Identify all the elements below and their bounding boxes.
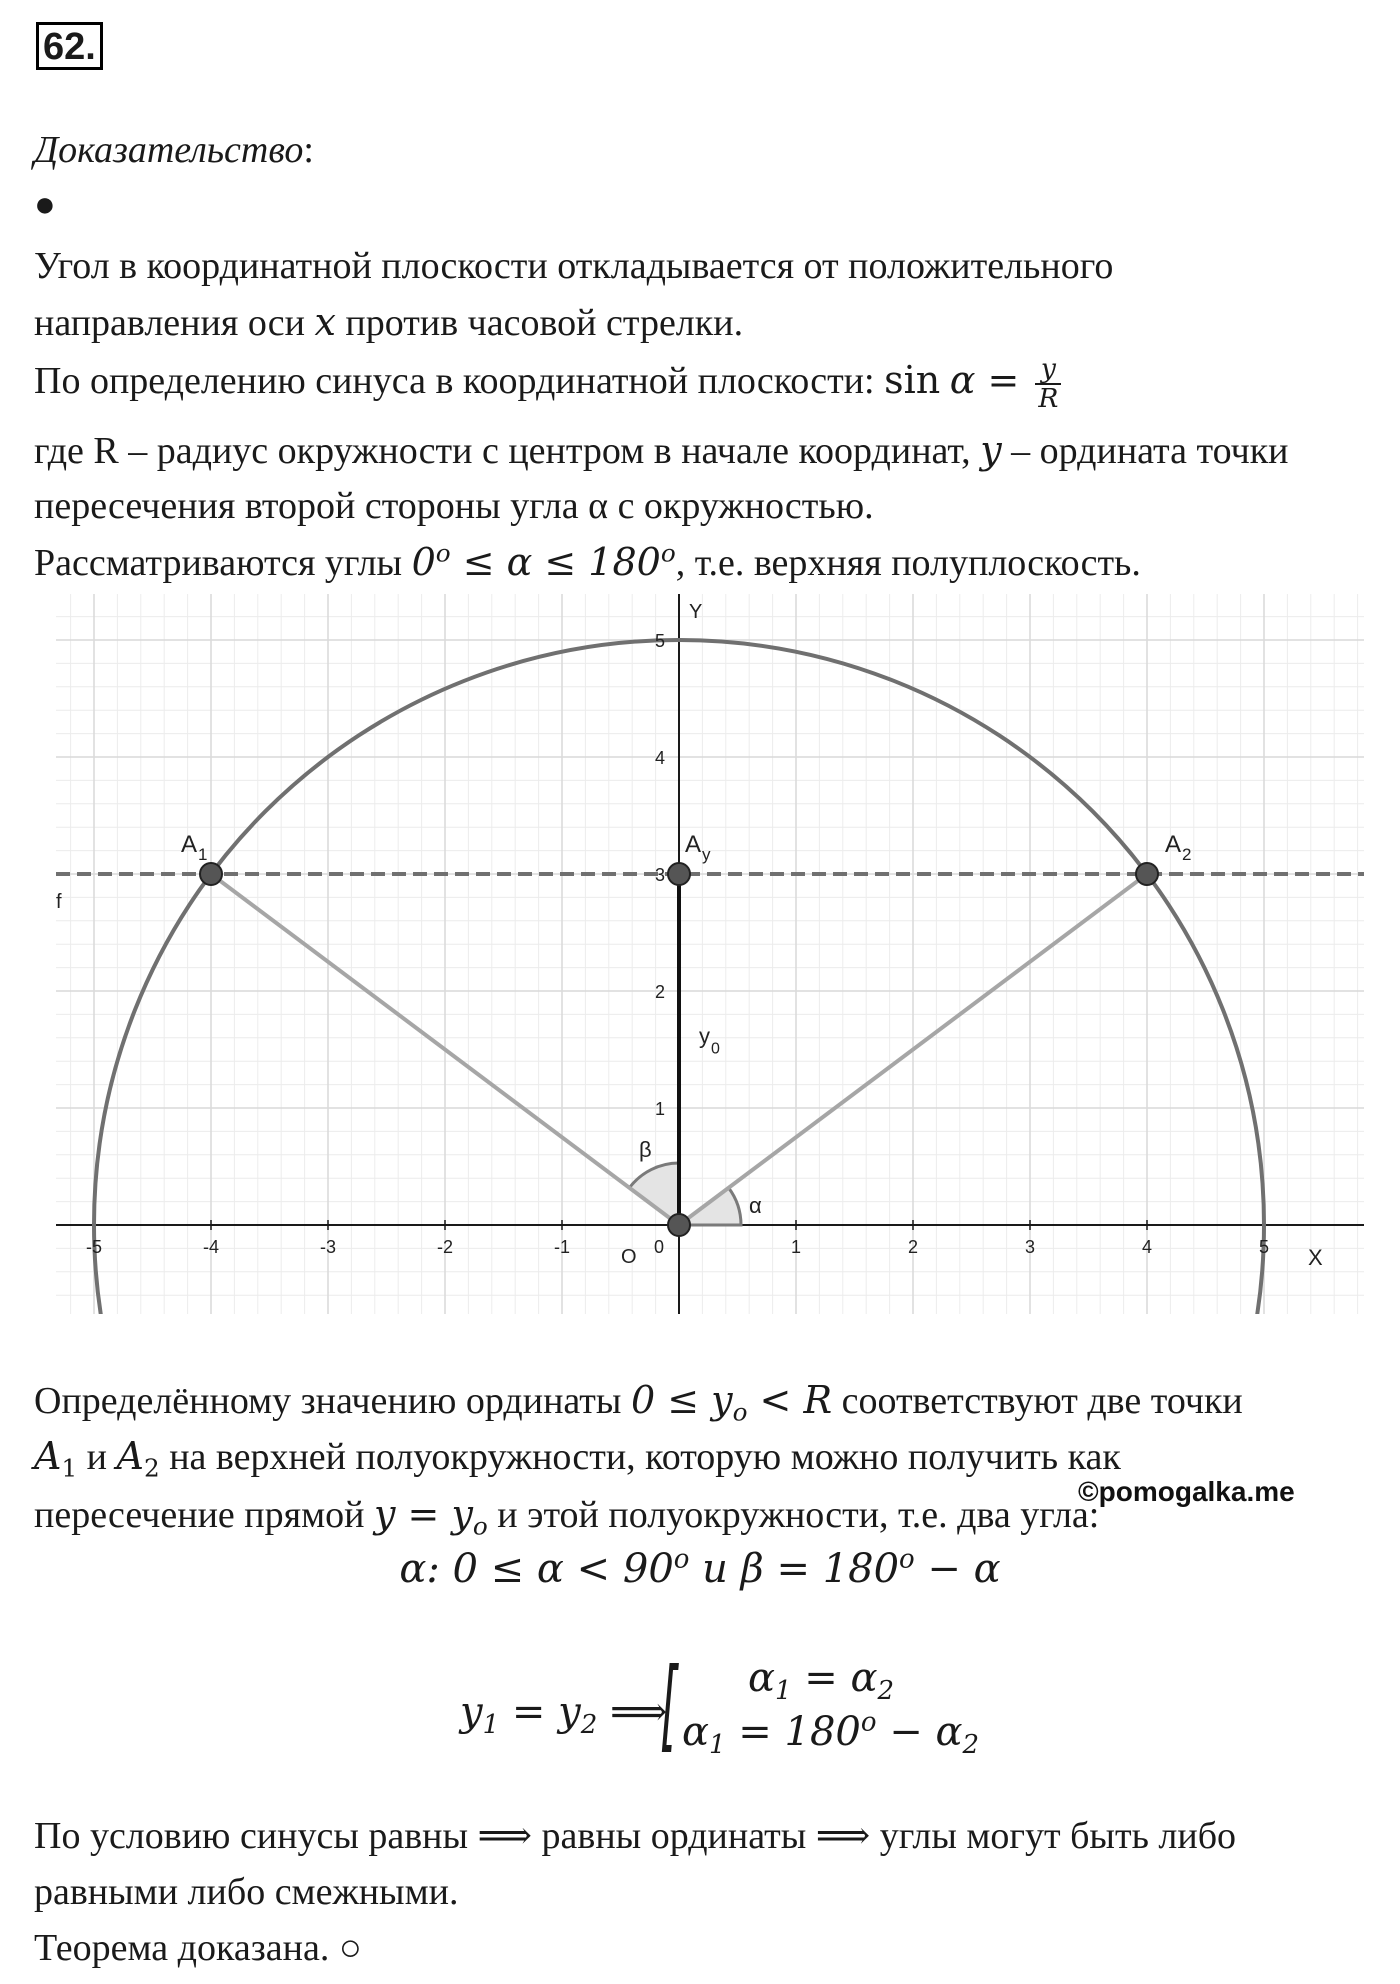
text-span: Рассматриваются углы <box>34 542 412 584</box>
math-y: y <box>460 1689 483 1735</box>
math-sub: 1 <box>775 1675 792 1706</box>
point-label-sub: y <box>702 845 711 864</box>
task-number: 62. <box>36 22 103 70</box>
point-label-sub: 1 <box>198 845 208 864</box>
math-ineq: 0 ≤ y <box>630 1378 733 1422</box>
x-tick-label: -3 <box>319 1237 337 1257</box>
segment-y0-label: y <box>699 1023 710 1049</box>
conclusion-line-2: равными либо смежными. <box>34 1871 459 1913</box>
math-sub: 2 <box>580 1709 598 1740</box>
x-tick-label: -5 <box>85 1237 103 1257</box>
point-label: A <box>181 831 198 858</box>
coordinate-plane-figure <box>56 594 1364 1314</box>
intro-line-6 <box>34 534 1141 591</box>
conclusion-line-3: Теорема доказана. ○ <box>34 1927 362 1969</box>
bracket-icon: [ <box>660 1646 678 1763</box>
math-eq-alpha: = α <box>791 1655 878 1701</box>
math-range <box>412 540 676 584</box>
math-sub: o <box>732 1397 748 1427</box>
point-marker <box>668 863 690 885</box>
text-span: против часовой стрелки. <box>335 302 744 344</box>
implies-icon: ⟹ <box>597 1689 668 1735</box>
system-row-2 <box>682 1707 980 1760</box>
math-zero: 0 <box>411 540 436 584</box>
point-label: A <box>685 831 702 858</box>
system-row-1 <box>748 1655 895 1706</box>
math-sub: 2 <box>877 1675 895 1706</box>
math-beta: β = 180 <box>740 1546 900 1592</box>
math-A: A <box>116 1434 144 1478</box>
deg-sup: o <box>435 538 451 568</box>
math-alpha-range: α: 0 ≤ α < 90 <box>399 1546 674 1592</box>
math-180: = 180 <box>725 1709 861 1755</box>
math-x: x <box>314 300 336 344</box>
x-tick-label: -4 <box>202 1237 220 1257</box>
intro-line-1: Угол в координатной плоскости откладывается от положительного <box>34 245 1114 287</box>
math-sub: 2 <box>143 1453 160 1483</box>
math-y: y <box>980 428 1002 472</box>
math-alpha: α <box>748 1655 776 1701</box>
intro-line-4 <box>34 422 1289 479</box>
point-marker <box>1136 863 1158 885</box>
text-span: соответствуют две точки <box>832 1380 1243 1422</box>
math-eq: = <box>975 358 1032 402</box>
intro-line-5: пересечения второй стороны угла α с окружностью. <box>34 485 874 527</box>
math-sub: o <box>472 1511 488 1541</box>
watermark: ©pomogalka.me <box>1078 1476 1295 1507</box>
angle-alpha-label: α <box>749 1193 762 1218</box>
math-sub: 2 <box>962 1729 980 1760</box>
conclusion-line-1: По условию синусы равны ⟹ равны ординаты ⟹ углы могут быть либо <box>34 1815 1237 1857</box>
y-tick-label: 2 <box>654 982 665 1002</box>
text-span: и <box>77 1436 117 1478</box>
text-span: пересечение прямой <box>34 1494 374 1536</box>
math-sin: sin <box>884 358 941 402</box>
text-span: направления оси <box>34 302 315 344</box>
after-line-1 <box>34 1372 1243 1429</box>
y-tick-label: 4 <box>654 748 665 768</box>
point-marker <box>200 863 222 885</box>
deg-sup: o <box>899 1544 915 1575</box>
proof-heading: Доказательство: <box>34 129 314 171</box>
math-y: y <box>558 1689 581 1735</box>
text-span: Определённому значению ординаты <box>34 1380 631 1422</box>
text-span: где R – радиус окружности с центром в начале координат, <box>34 430 981 472</box>
y-axis-label: Y <box>689 601 703 623</box>
deg-sup: o <box>673 1544 690 1575</box>
origin-label: O <box>621 1246 637 1268</box>
y-tick-label: 5 <box>654 631 665 651</box>
point-label-sub: 2 <box>1182 845 1192 864</box>
frac-num: y <box>1035 355 1061 385</box>
math-sub: 1 <box>482 1709 500 1740</box>
x-axis-label: X <box>1308 1245 1323 1270</box>
angle-beta-label: β <box>639 1137 652 1162</box>
math-A: A <box>34 1434 62 1478</box>
math-ineq-2: < R <box>747 1378 833 1422</box>
math-sub: 1 <box>61 1453 78 1483</box>
deg-sup: o <box>860 1707 877 1738</box>
bullet-icon: ● <box>34 184 56 224</box>
text-span: на верхней полуокружности, которую можно получить как <box>159 1436 1121 1478</box>
angles-formula <box>0 1546 1400 1592</box>
math-eq: = <box>499 1689 559 1735</box>
y-tick-label: 1 <box>654 1099 665 1119</box>
deg-sup: o <box>660 538 676 568</box>
math-line-eq: y = y <box>373 1492 473 1536</box>
math-minus-alpha: − α <box>876 1709 963 1755</box>
text-span: и <box>689 1546 741 1592</box>
segment-y0-sub: 0 <box>711 1040 720 1058</box>
x-tick-label: 2 <box>907 1237 919 1257</box>
math-minus-alpha: − α <box>914 1546 1001 1592</box>
point-marker <box>668 1214 690 1236</box>
after-line-2 <box>34 1428 1121 1485</box>
text-span: , т.е. верхняя полуплоскость. <box>675 542 1141 584</box>
fraction-y-over-r <box>1035 355 1061 413</box>
x-tick-label: 5 <box>1258 1237 1270 1257</box>
math-sub: 1 <box>709 1729 726 1760</box>
text-span: По определению синуса в координатной плоскости: <box>34 360 885 402</box>
intro-line-2 <box>34 294 743 351</box>
system-left <box>460 1689 668 1740</box>
x-tick-label: -2 <box>436 1237 454 1257</box>
x-tick-label: 3 <box>1024 1237 1036 1257</box>
math-alpha: α <box>682 1709 710 1755</box>
line-f-label: f <box>56 891 62 913</box>
after-line-3 <box>34 1486 1099 1543</box>
x-tick-label: 4 <box>1141 1237 1153 1257</box>
math-mid: ≤ α ≤ 180 <box>450 540 661 584</box>
x-tick-label: 0 <box>653 1237 665 1257</box>
x-tick-label: -1 <box>553 1237 571 1257</box>
intro-line-3 <box>34 352 1061 413</box>
text-span: – ордината точки <box>1001 430 1289 472</box>
frac-den: R <box>1038 383 1059 415</box>
text-span: и этой полуокружности, т.е. два угла: <box>487 1494 1100 1536</box>
x-tick-label: 1 <box>790 1237 802 1257</box>
math-alpha: α <box>949 358 976 402</box>
point-label: A <box>1165 831 1182 858</box>
y-tick-label: 3 <box>654 865 665 885</box>
proof-heading-text: Доказательство <box>34 129 304 171</box>
